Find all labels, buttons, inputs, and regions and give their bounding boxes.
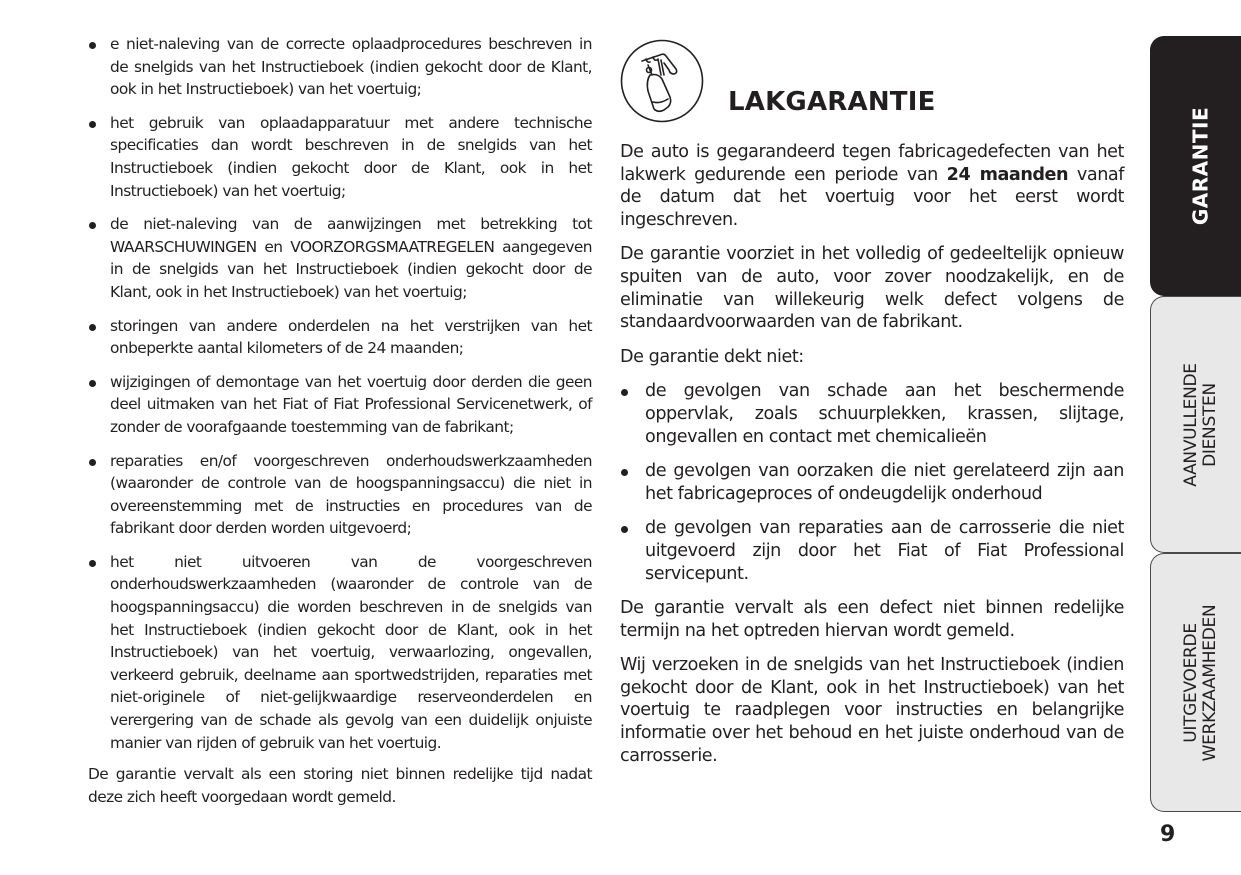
list-item: reparaties en/of voorgeschreven onderhoudswerkzaamheden (waaronder de controle van de hoogspanningsaccu) die niet in overeenstemming met de instructies en procedures van de fabrikant door derden worden uitgevoerd; [88,450,592,540]
tab-aanvullende-diensten[interactable] [1150,296,1241,553]
list-item: de gevolgen van schade aan het beschermende oppervlak, zoals schuurplekken, krassen, slijtage, ongevallen en contact met chemicalieën [620,380,1124,448]
bullet-icon [621,526,628,533]
tab-uitgevoerde-werkzaamheden[interactable] [1150,553,1241,812]
coverage-paragraph: De garantie voorziet in het volledig of gedeeltelijk opnieuw spuiten van de auto, voor zover noodzakelijk, en de eliminatie van willekeurig welk defect volgens de standaardvoorwaarden van de fabrikant. [620,244,1124,333]
list-item: de niet-naleving van de aanwijzingen met betrekking tot WAARSCHUWINGEN en VOORZORGSMAATREGELEN aangegeven in de snelgids van het Instructieboek (indien gekocht door de Klant, ook in het Instructieboek) van het voertuig; [88,213,592,303]
list-item: storingen van andere onderdelen na het verstrijken van het onbeperkte aantal kilometers of de 24 maanden; [88,315,592,360]
bullet-icon [621,389,628,396]
left-closing-paragraph: De garantie vervalt als een storing niet binnen redelijke tijd nadat deze zich heeft voorgedaan wordt gemeld. [88,765,592,806]
tab-label: UITGEVOERDE WERKZAAMHEDEN [1180,604,1220,761]
spray-gun-icon [620,39,704,123]
list-item: het niet uitvoeren van de voorgeschreven onderhoudswerkzaamheden (waaronder de controle van de hoogspanningsaccu) die worden beschreven in de snelgids van het Instructieboek (indien gekocht door de Klant, ook in het Instructieboek) van het voertuig, verwaarlozing, ongevallen, verkeerd gebruik, deelname aan sportwedstrijden, reparaties met niet-originele of niet-gelijkwaardige reserveonderdelen en verergering van de schade als gevolg van een duidelijk onjuiste manier van rijden of gebruik van het voertuig. [88,551,592,754]
page-number: 9 [1160,822,1176,847]
left-bullet-list [88,33,592,754]
list-item: de gevolgen van reparaties aan de carrosserie die niet uitgevoerd zijn door het Fiat of Fiat Professional servicepunt. [620,517,1124,585]
tab-garantie[interactable] [1150,36,1241,296]
bullet-icon [89,560,96,567]
right-column [620,33,1124,779]
advice-paragraph: Wij verzoeken in de snelgids van het Instructieboek (indien gekocht door de Klant, ook in het Instructieboek) van het voertuig te raadplegen voor instructies en belangrijke informatie over het behoud en het juiste onderhoud van de carrosserie. [620,655,1124,766]
list-item: wijzigingen of demontage van het voertuig door derden die geen deel uitmaken van het Fiat of Fiat Professional Servicenetwerk, of zonder de voorafgaande toestemming van de fabrikant; [88,371,592,439]
expiry-paragraph: De garantie vervalt als een defect niet binnen redelijke termijn na het optreden hiervan wordt gemeld. [620,598,1124,641]
warranty-period: 24 maanden [946,164,1069,185]
list-item: de gevolgen van oorzaken die niet gerelateerd zijn aan het fabricageproces of ondeugdelijk onderhoud [620,460,1124,505]
tab-label: GARANTIE [1188,106,1212,226]
tab-label: AANVULLENDE DIENSTEN [1180,362,1220,487]
list-item: het gebruik van oplaadapparatuur met andere technische specificaties dan wordt beschreven in de snelgids van het Instructieboek (indien gekocht door de Klant, ook in het Instructieboek) van het voertuig; [88,112,592,202]
bullet-icon [89,380,96,387]
not-covered-label: De garantie dekt niet: [620,346,804,367]
left-column [88,33,592,820]
list-item: e niet-naleving van de correcte oplaadprocedures beschreven in de snelgids van het Instructieboek (indien gekocht door de Klant, ook in het Instructieboek) van het voertuig; [88,33,592,101]
right-bullet-list [620,380,1124,585]
section-header [620,33,1124,141]
section-title: LAKGARANTIE [728,87,936,117]
intro-paragraph: De auto is gegarandeerd tegen fabricagedefecten van het lakwerk gedurende een periode van 24 maanden vanaf de datum dat het voertuig voor het eerst wordt ingeschreven. [620,142,1124,230]
bullet-icon [89,42,96,49]
bullet-icon [89,324,96,331]
bullet-icon [89,222,96,229]
bullet-icon [89,121,96,128]
bullet-icon [621,469,628,476]
bullet-icon [89,459,96,466]
